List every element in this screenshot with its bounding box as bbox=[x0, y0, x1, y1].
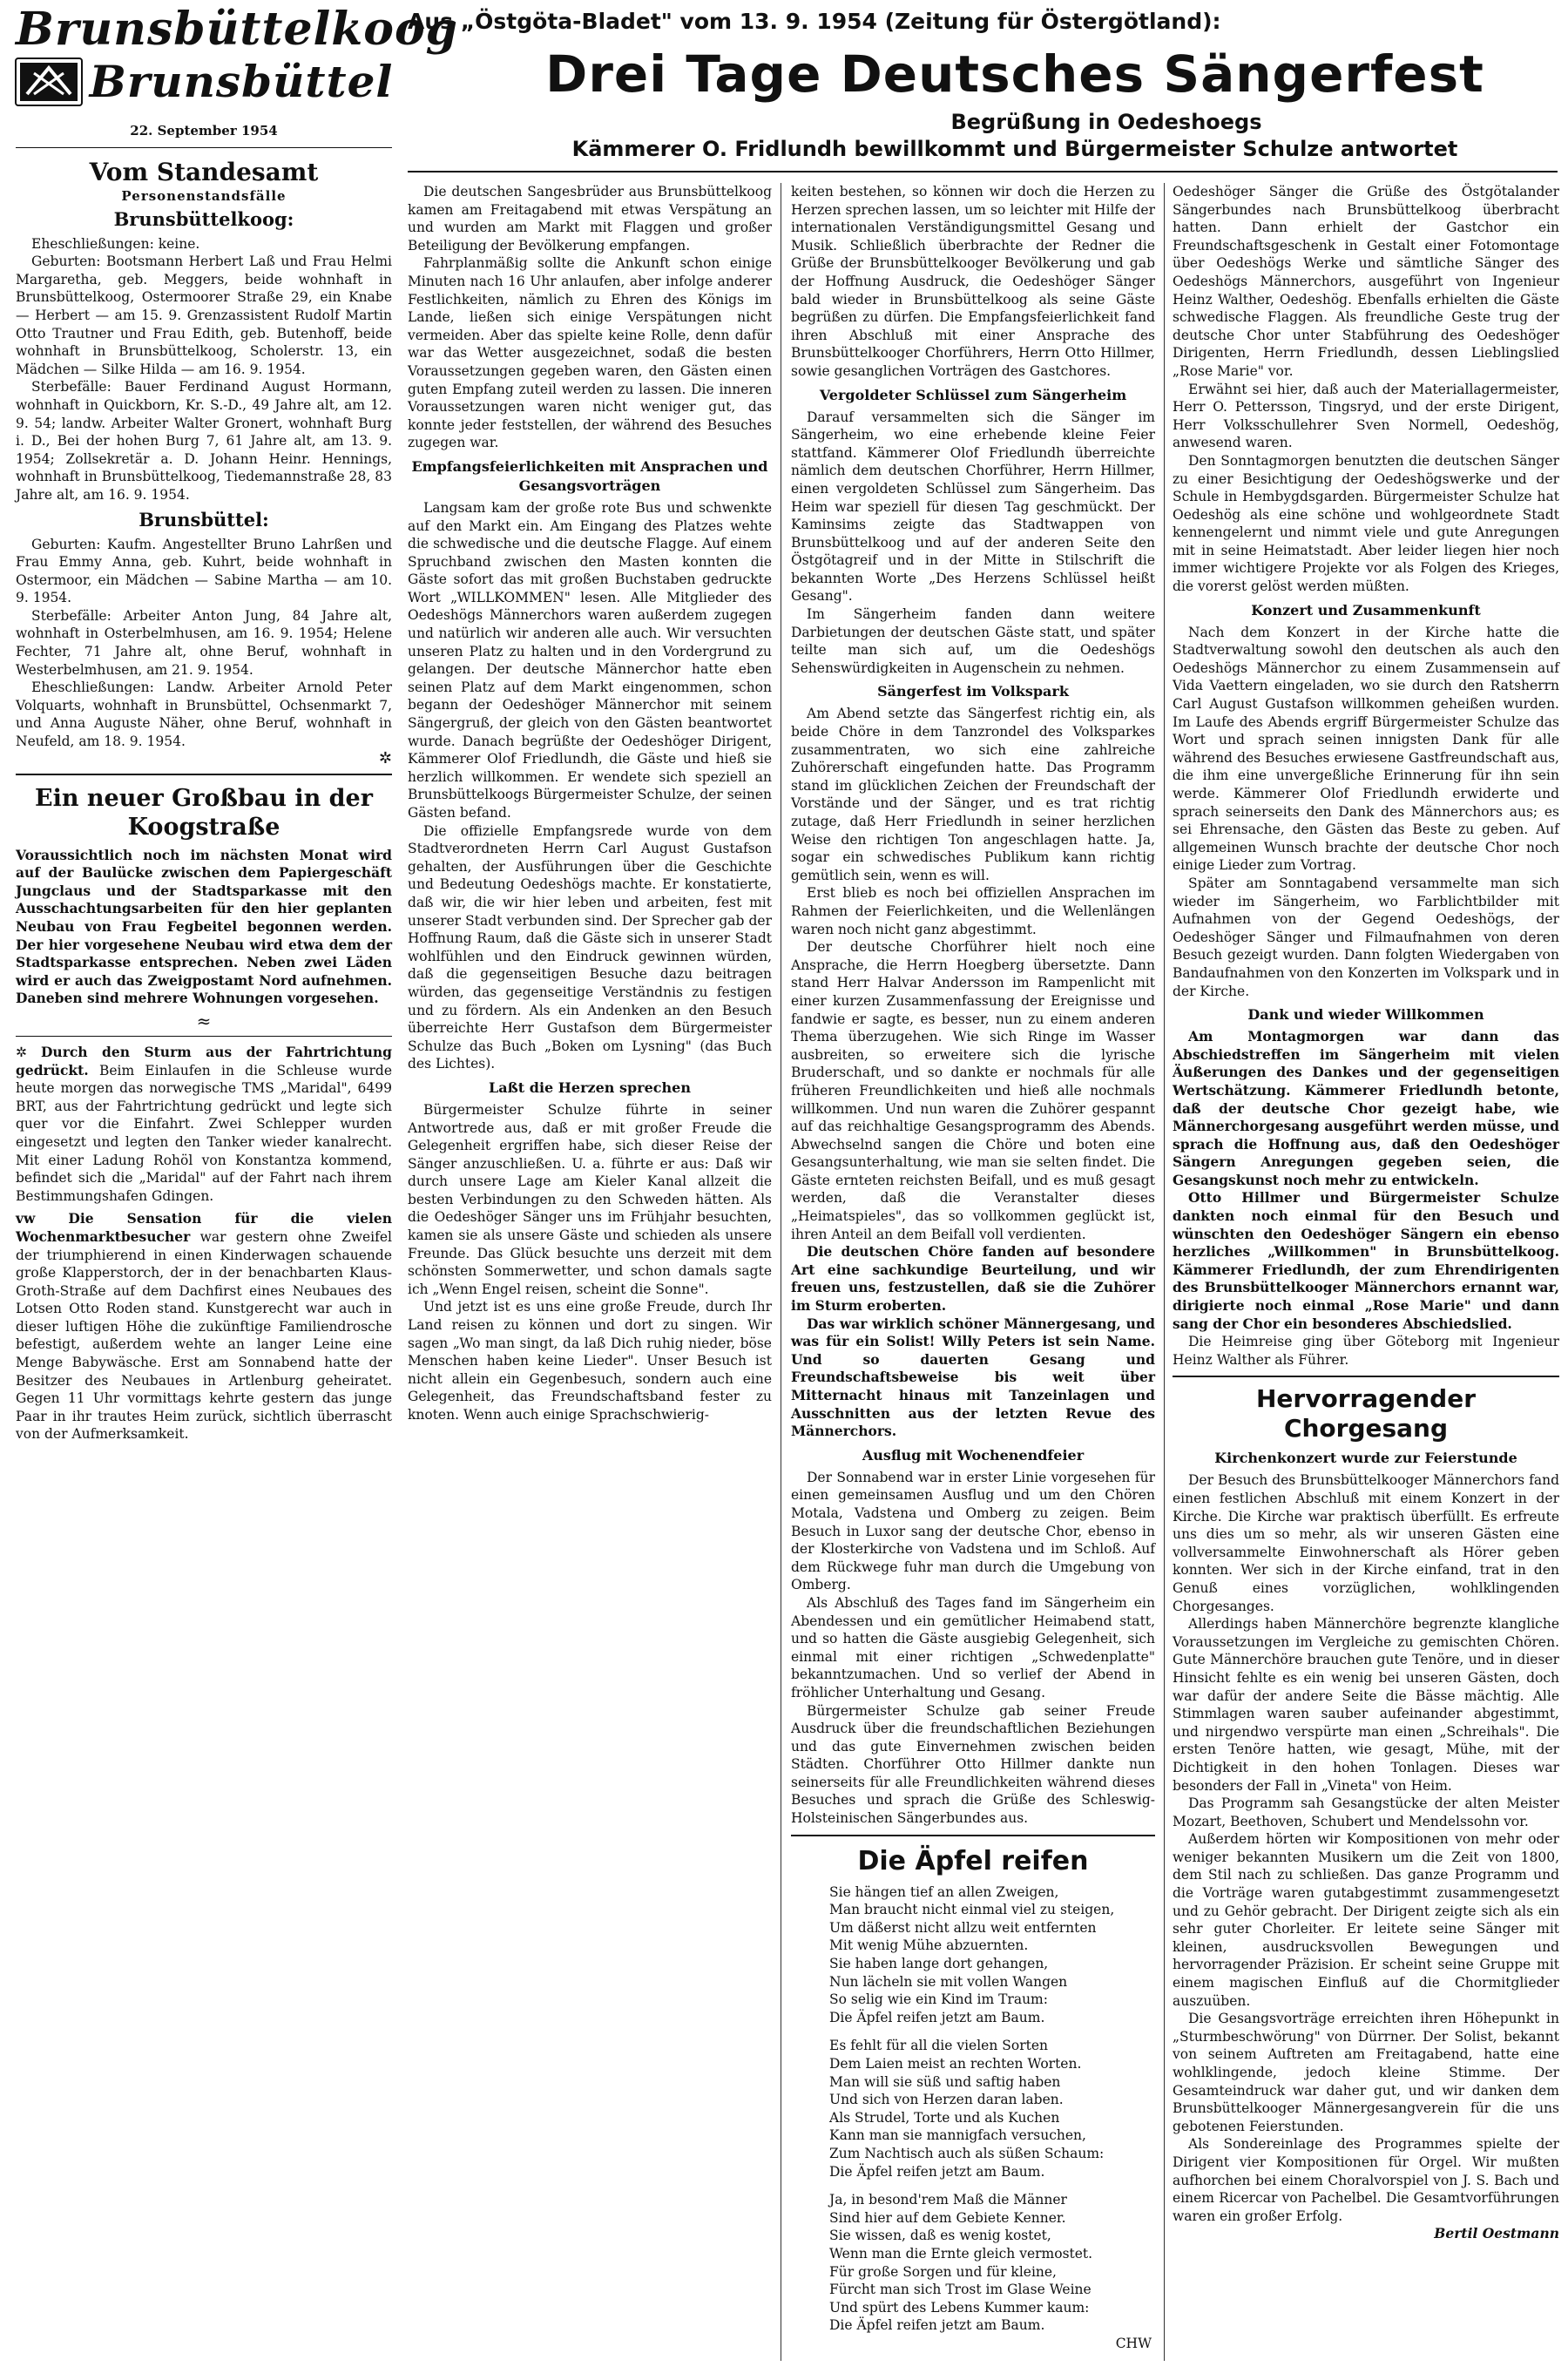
paragraph: Der Besuch des Brunsbüttelkooger Männerchors fand einen festlichen Abschluß mit einem Konzert in der Kirche. Die Kirche war praktisch überfüllt. Es erfreute uns dies um so mehr, als wir unseren Gästen eine vollversammelte Einwohnerschaft als Hörer geben konnten. Wer sich in der Kirche einfand, trat in den Genuß eines vorzüglichen, wohlklingenden Chorgesanges. bbox=[1173, 1472, 1559, 1614]
section-heading: Konzert und Zusammenkunft bbox=[1251, 601, 1481, 619]
grossbau-text: Voraussichtlich noch im nächsten Monat wird auf der Baulücke zwischen dem Papiergeschäft Jungclaus und der Stadtsparkasse mit den Ausschachtungsarbeiten für den hier geplanten Neubau von Frau Fegbeitel begonnen werden. Der hier vorgesehene Neubau wird etwa dem der Stadtsparkasse entsprechen. Neben zwei Läden wird er auch das Zweigpostamt Nord aufnehmen. Daneben sind mehrere Wohnungen vorgesehen. bbox=[16, 846, 392, 1007]
personenstand-subtitle: Personenstandsfälle bbox=[121, 187, 287, 204]
poem-line: Für große Sorgen und für kleine, bbox=[829, 2263, 1057, 2280]
poem-line: Und spürt des Lebens Kummer kaum: bbox=[829, 2299, 1090, 2316]
poem-line: Mit wenig Mühe abzuernten. bbox=[829, 1937, 1029, 1954]
poem-line: Sind hier auf dem Gebiete Kenner. bbox=[829, 2209, 1066, 2226]
section-heading: Empfangsfeierlichkeiten mit Ansprachen und Gesangsvorträgen bbox=[411, 457, 768, 494]
divider bbox=[1173, 1376, 1559, 1377]
paragraph: Später am Sonntagabend versammelte man sich wieder im Sängerheim, wo Farblichtbilder mit Aufnahmen von der Gegend Oedeshögs, der Oedeshöger Sänger und Filmaufnahmen von deren Besuch gezeigt wurden. Dann folgten Wiedergaben von Bandaufnahmen von den Konzerten im Volkspark und in der Kirche. bbox=[1173, 875, 1559, 999]
source-line: Aus „Östgöta-Bladet" vom 13. 9. 1954 (Zeitung für Östergötland): bbox=[408, 9, 1221, 34]
divider bbox=[16, 147, 392, 148]
standesamt-title: Vom Standesamt bbox=[89, 157, 319, 186]
masthead-line2-row bbox=[16, 57, 392, 106]
poem-signature: CHW bbox=[1115, 2335, 1152, 2351]
sub-headline-1: Begrüßung in Oedeshoegs bbox=[950, 110, 1262, 134]
divider bbox=[16, 1036, 392, 1037]
star-icon: ✲ bbox=[16, 1044, 41, 1060]
paragraph: Die deutschen Sangesbrüder aus Brunsbüttelkoog kamen am Freitagabend mit etwas Verspätung an und wurden am Markt mit Flaggen und großer Beteiligung der Bevölkerung empfangen. bbox=[408, 184, 772, 254]
paragraph: Der Sonnabend war in erster Linie vorgesehen für einen gemeinsamen Ausflug und um den Chören Motala, Vadstena und Omberg zu zeigen. Beim Besuch in Luxor sang der deutsche Chor, ebenso in der Klosterkirche von Vadstena und im Schloß. Auf dem Rückwege fuhr man durch die Umgebung von Omberg. bbox=[791, 1469, 1155, 1593]
poem-line: Sie haben lange dort gehangen, bbox=[829, 1956, 1049, 1972]
poem-line: Um däßerst nicht allzu weit entfernten bbox=[829, 1919, 1097, 1936]
poem-line: Man braucht nicht einmal viel zu steigen, bbox=[829, 1902, 1115, 1918]
poem-line: Kann man sie mannigfach versuchen, bbox=[829, 2127, 1086, 2144]
paragraph: Bürgermeister Schulze gab seiner Freude Ausdruck über die freundschaftlichen Beziehungen und das gute Einvernehmen zwischen beiden Städten. Chorführer Otto Hillmer dankte nun seinerseits für alle Freundlichkeiten während dieses Besuches und sprach die Grüße des Schleswig-Holsteinischen Sängerbundes aus. bbox=[791, 1702, 1155, 1827]
chor-title: Hervorragender Chorgesang bbox=[1255, 1384, 1477, 1444]
poem-line: Die Äpfel reifen jetzt am Baum. bbox=[829, 2163, 1045, 2180]
paragraph: Am Abend setzte das Sängerfest richtig ein, als beide Chöre in dem Tanzrondel des Volksparkes zusammentraten, wo sich eine zahlreiche Zuhörerschaft eingefunden hatte. Das Programm stand im glücklichen Zeichen der Freundschaft der Vorstände und der Sänger, und es trat richtig zutage, daß Herr Friedlundh in seiner herzlichen Weise den richtigen Ton angeschlagen hatte. Ja, sogar ein schwedisches Publikum kann richtig gemütlich sein, wenn es will. bbox=[791, 706, 1155, 883]
paragraph: Darauf versammelten sich die Sänger im Sängerheim, wo eine erhebende kleine Feier stattfand. Kämmerer Olof Friedlundh überreichte nämlich dem deutschen Chorführer, Herrn Hillmer, einen vergoldeten Schlüssel zum Sängerheim. Das Heim war speziell für diesen Tag geschmückt. Der Kaminsims zeigte das Stadtwappen von Brunsbüttelkoog und auf der anderen Seite den Östgötagreif und in der Mitte in Stilschrift die bekannten Worte „Des Herzens Schlüssel heißt Gesang". bbox=[791, 409, 1155, 605]
buettel-marriages: Eheschließungen: Landw. Arbeiter Arnold Peter Volquarts, wohnhaft in Brunsbüttel, Ochsenmarkt 7, und Anna Auguste Näher, ohne Beruf, wohnhaft in Neufeld, am 18. 9. 1954. bbox=[16, 680, 392, 750]
paragraph: Das Programm sah Gesangstücke der alten Meister Mozart, Beethoven, Schubert und Mendelssohn vor. bbox=[1173, 1795, 1559, 1829]
paragraph: Den Sonntagmorgen benutzten die deutschen Sänger zu einer Besichtigung der Oedeshögswerke und der Schule in Hembygdsgarden. Bürgermeister Schulze hat Oedeshög als eine schöne und wohlgeordnete Stadt kennengelernt und nimmt viele und gute Anregungen mit in seine Heimatstadt. Aber leider liegen hier noch immer wichtigere Projekte vor als Folgen des Krieges, die vorerst gelöst werden müßten. bbox=[1173, 452, 1559, 595]
town-heading-koog: Brunsbüttelkoog: bbox=[113, 207, 294, 230]
paragraph: Erst blieb es noch bei offiziellen Ansprachen im Rahmen der Feierlichkeiten, und die Wellenlängen waren noch nicht ganz abgestimmt. bbox=[791, 885, 1155, 937]
poem-line: Dem Laien meist an rechten Worten. bbox=[829, 2056, 1082, 2072]
town-heading-buettel: Brunsbüttel: bbox=[139, 508, 269, 531]
poem-title: Die Äpfel reifen bbox=[857, 1845, 1089, 1876]
koog-marriages: Eheschließungen: keine. bbox=[31, 235, 200, 252]
paragraph: Bürgermeister Schulze führte in seiner Antwortrede aus, daß er mit großer Freude die Gelegenheit ergriffen habe, sich dieser Reise der Sänger anzuschließen. U. a. führte er aus: Daß wir durch unsere Lage am Kieler Kanal allzeit die besten Verbindungen zu den Schweden hätten. Als die Oedeshöger Sänger uns im Frühjahr besuchten, kamen sie als unsere Gäste und schieden als unsere Freunde. Das Glück besuchte uns derzeit mit dem schönsten Sommerwetter, und schon damals sagte ich „Wenn Engel reisen, scheint die Sonne". bbox=[408, 1101, 772, 1297]
paragraph: Der deutsche Chorführer hielt noch eine Ansprache, die Herrn Hoegberg übersetzte. Dann stand Herr Halvar Andersson im Rampenlicht mit einer kurzen Zusammenfassung der Ereignisse und fandwie er sagte, es besser, nun zu einem anderen Thema überzugehen. Wie sich Ringe im Wasser ausbreiten, so erweitere sich die lyrische Bruderschaft, und so dankte er nochmals für alle früheren Freundlichkeiten und hieß alle nochmals willkommen. Und nun waren die Zuhörer gespannt auf das reichhaltige Gesangsprogramm des Abends. Abwechselnd sangen die Chöre und boten eine Gesangsunterhaltung, wie man sie selten findet. Die Gäste ernteten reichsten Beifall, und es muß gesagt werden, daß die Veranstalter dieses „Heimatspieles", das so vollkommen geglückt ist, ihren Anteil an dem Beifall voll verdienten. bbox=[791, 939, 1155, 1242]
section-heading: Sängerfest im Volkspark bbox=[877, 683, 1069, 700]
poem-line: Zum Nachtisch auch als süßen Schaum: bbox=[829, 2145, 1105, 2161]
town-crest-icon bbox=[15, 57, 83, 106]
paragraph: Nach dem Konzert in der Kirche hatte die Stadtverwaltung sowohl den deutschen als auch den Oedeshögs Männerchor zu einem Zusammensein auf Vida Vaettern eingeladen, wo sie durch den Ratsherrn Carl August Gustafson willkommen geheißen wurden. Im Laufe des Abends ergriff Bürgermeister Schulze das Wort und sprach seinen innigsten Dank für alle während des Besuches erwiesene Gastfreundschaft aus, die ihm eine unvergeßliche Erinnerung für ihn sein werde. Kämmerer Olof Friedlundh erwiderte und sprach seinerseits den Dank des Männerchors aus; es sei Ehrensache, den Gästen das Beste zu geben. Auf allgemeinen Wunsch brachte der deutsche Chor noch einige Lieder zum Vortrag. bbox=[1173, 624, 1559, 874]
star-icon: ✲ bbox=[378, 748, 392, 767]
bold-paragraph: Das war wirklich schöner Männergesang, und was für ein Solist! Willy Peters ist sein Name. Und so dauerten Gesang und Freundschaftsbeweise bis weit über Mitternacht hinaus mit Tanzeinlagen und Ausschnitten aus der letzten Revue des Männerchors. bbox=[791, 1315, 1155, 1440]
wave-divider-icon: ≈ bbox=[196, 1010, 212, 1031]
poem-line: Wenn man die Ernte gleich vermostet. bbox=[829, 2245, 1093, 2262]
koog-births: Geburten: Bootsmann Herbert Laß und Frau Helmi Margaretha, geb. Meggers, beide wohnhaft in Brunsbüttelkoog, Ostermoorer Straße 29, ein Knabe — Herbert — am 15. 9. Grenzassistent Rudolf Martin Otto Trautner und Frau Edith, geb. Butenhoff, beide wohnhaft in Brunsbüttelkoog, Scholerstr. 13, ein Mädchen — Silke Hilda — am 16. 9. 1954. bbox=[16, 254, 392, 377]
section-heading: Dank und wieder Willkommen bbox=[1247, 1006, 1484, 1024]
divider bbox=[16, 774, 392, 775]
poem-line: Nun lächeln sie mit vollen Wangen bbox=[829, 1973, 1068, 1990]
author-signature: Bertil Oestmann bbox=[1434, 2225, 1559, 2242]
header-rule bbox=[408, 171, 1558, 172]
bold-paragraph: Die deutschen Chöre fanden auf besondere Art eine sachkundige Beurteilung, und wir freuen uns, festzustellen, daß sie die Zuhörer im Sturm eroberten. bbox=[791, 1243, 1155, 1315]
paragraph: Langsam kam der große rote Bus und schwenkte auf den Markt ein. Am Eingang des Platzes wehte die schwedische und die deutsche Flagge. Auf einem Spruchband zwischen den Masten konnten die Gäste sofort das mit großen Buchstaben gedruckte Wort „WILLKOMMEN" lesen. Alle Mitglieder des Oedeshögs Männerchors waren außerdem zugegen und natürlich wir anderen alle auch. Wir versuchten unseren Platz zu halten und in den Vordergrund zu gelangen. Der deutsche Männerchor hatte eben seinen Platz auf dem Markt eingenommen, schon begann der Oedeshöger Männerchor mit seinem Sängergruß, der gleich von den Gästen beantwortet wurde. Danach begrüßte der Oedeshöger Dirigent, Kämmerer Olof Friedlundh, die Gäste und hieß sie herzlich willkommen. Er wendete sich speziell an Brunsbüttelkoogs Bürgermeister Schulze, der seinen Gästen befand. bbox=[408, 499, 772, 821]
paragraph: keiten bestehen, so können wir doch die Herzen zu Herzen sprechen lassen, um so leichter mit Hilfe der internationalen Verständigungsmittel Gesang und Musik. Schließlich überbrachte der Redner die Grüße der Brunsbüttelkooger Bevölkerung und gab der Hoffnung Ausdruck, die Oedeshöger Sänger bald wieder in Brunsbüttelkoog als seine Gäste begrüßen zu dürfen. Die Empfangsfeierlichkeit fand ihren Abschluß mit einer Ansprache des Brunsbüttelkooger Chorführers, Herrn Otto Hillmer, sowie gesanglichen Vorträgen des Gastchores. bbox=[791, 184, 1155, 379]
bold-paragraph: Otto Hillmer und Bürgermeister Schulze dankten noch einmal für den Besuch und wünschten den Oedeshöger Sängern ein ebenso herzliches „Willkommen" in Brunsbüttelkoog. Kämmerer Friedlundh, der zum Ehrendirigenten des Brunsbüttelkooger Männerchors ernannt war, dirigierte noch einmal „Rose Marie" und dann sang der Chor ein besonderes Abschiedslied. bbox=[1173, 1189, 1559, 1332]
sensation-text: war gestern ohne Zweifel der triumphierend in einen Kinderwagen schauende große Klapperstorch, der in der benachbarten Klaus-Groth-Straße auf dem Dachfirst eines Neubaues des Lotsen Otto Roden stand. Kunstgerecht war auch in dieser luftigen Höhe die zukünftige Familiendrosche befestigt, außerdem wehte an langer Leine eine Menge Babywäsche. Erst am Sonnabend hatte der Besitzer des Neubaues in Artlenburg geheiratet. Gegen 11 Uhr vormittags kehrte gestern das junge Paar in ihr trautes Heim zurück, sichtlich überrascht von der Aufmerksamkeit. bbox=[16, 1228, 392, 1443]
poem-line: Die Äpfel reifen jetzt am Baum. bbox=[829, 2317, 1045, 2334]
sub-headline-2: Kämmerer O. Fridlundh bewillkommt und Bürgermeister Schulze antwortet bbox=[571, 137, 1458, 161]
poem-line: Sie wissen, daß es wenig kostet, bbox=[829, 2228, 1051, 2244]
paragraph: Erwähnt sei hier, daß auch der Materiallagermeister, Herr O. Pettersson, Tingsryd, und der erste Dirigent, Herr Volksschullehrer Sven Normell, Oedeshög, anwesend waren. bbox=[1173, 381, 1559, 451]
poem-line: Fürcht man sich Trost im Glase Weine bbox=[829, 2282, 1092, 2298]
poem bbox=[791, 1883, 1155, 2353]
paragraph: Die offizielle Empfangsrede wurde von dem Stadtverordneten Herrn Carl August Gustafson gehalten, der Ausführungen über die Geschichte und Bedeutung Oedeshögs machte. Er konstatierte, daß wir, die wir hier leben und arbeiten, fest mit unserer Stadt verbunden sind. Der Sprecher gab der Hoffnung Raum, daß die Gäste sich in unserer Stadt wohlfühlen und den Eindruck gewinnen würden, daß die gegenseitigen Besuche dazu beitragen würden, das gegenseitige Verständnis zu festigen und zu fördern. Als ein Andenken an den Besuch überreichte Herr Gustafson dem Bürgermeister Schulze das Buch „Boken om Lysning" (das Buch des Lichtes). bbox=[408, 822, 772, 1072]
poem-line: Es fehlt für all die vielen Sorten bbox=[829, 2038, 1048, 2054]
masthead-line1: Brunsbüttelkoog bbox=[16, 3, 459, 56]
poem-line: Ja, in besond'rem Maß die Männer bbox=[829, 2192, 1067, 2208]
buettel-deaths: Sterbefälle: Arbeiter Anton Jung, 84 Jahre alt, wohnhaft in Osterbelmhusen, am 16. 9. 1954; Helene Fechter, 71 Jahre alt, ohne Beruf, wohnhaft in Westerbelmhusen, am 21. 9. 1954. bbox=[16, 607, 392, 678]
paragraph: Als Sondereinlage des Programmes spielte der Dirigent vier Kompositionen für Orgel. Wir mußten aufhorchen bei einem Choralvorspiel von J. S. Bach und einem Ricercar von Pachelbel. Die Gesamtvorführungen waren ein großer Erfolg. bbox=[1173, 2136, 1559, 2224]
paragraph: Fahrplanmäßig sollte die Ankunft schon einige Minuten nach 16 Uhr anlaufen, aber infolge anderer Festlichkeiten, nämlich zu Ehren des Königs im Lande, ließen sich einige Verspätungen nicht vermeiden. Aber das spielte keine Rolle, denn dafür war das Wetter ausgezeichnet, sodaß die besten Voraussetzungen gegeben waren, den Gästen einen guten Empfang zuteil werden zu lassen. Die inneren Voraussetzungen waren nicht weniger gut, das konnte jeder feststellen, der während des Besuches zugegen war. bbox=[408, 255, 772, 451]
poem-line: Sie hängen tief an allen Zweigen, bbox=[829, 1883, 1059, 1900]
section-heading: Laßt die Herzen sprechen bbox=[489, 1078, 691, 1096]
paragraph: Oedeshöger Sänger die Grüße des Östgötalander Sängerbundes nach Brunsbüttelkoog überbracht hatten. Dann erhielt der Gastchor ein Freundschaftsgeschenk in Gestalt einer Fotomontage über Oedeshögs Werke und sämtliche Sänger des Oedeshögs Männerchors, ausgeführt von Ingenieur Heinz Walther, Oedeshög. Ebenfalls erhielten die Gäste schwedische Flaggen. Als freundliche Geste trug der deutsche Chor unter Stabführung des Oedeshöger Dirigenten, Herrn Friedlundh, dessen Lieblingslied „Rose Marie" vor. bbox=[1173, 184, 1559, 379]
poem-line: Man will sie süß und saftig haben bbox=[829, 2073, 1061, 2090]
paragraph: Die Heimreise ging über Göteborg mit Ingenieur Heinz Walther als Führer. bbox=[1173, 1334, 1559, 1368]
divider bbox=[791, 1835, 1155, 1836]
paragraph: Außerdem hörten wir Kompositionen von mehr oder weniger bekannten Musikern um die Zeit von 1800, dem Stil nach zu schließen. Das ganze Programm und die Vorträge waren gutabgestimmt zusammengesetzt und zu Gehör gebracht. Der Dirigent zeigte sich als ein sehr guter Chorleiter. Er leitete seine Sänger mit kleinen, ausdrucksvollen Bewegungen und hervorragender Präzision. Er scheint seine Gruppe mit einem magischen Einfluß auf die Chormitglieder auszuüben. bbox=[1173, 1831, 1559, 2009]
article-column-2 bbox=[408, 183, 772, 1424]
paragraph: Die Gesangsvorträge erreichten ihren Höhepunkt in „Sturmbeschwörung" von Dürrner. Der Solist, bekannt von seinem Auftreten am Freitagabend, hatte eine wohlklingende, jedoch kleine Stimme. Der Gesamteindruck war daher gut, und wir danken dem Brunsbüttelkooger Männergesangverein für die uns gebotenen Feierstunden. bbox=[1173, 2011, 1559, 2134]
section-heading: Ausflug mit Wochenendfeier bbox=[862, 1446, 1085, 1464]
poem-line: Und sich von Herzen daran laben. bbox=[829, 2092, 1064, 2108]
poem-line: So selig wie ein Kind im Traum: bbox=[829, 1991, 1048, 2008]
paragraph: Allerdings haben Männerchöre begrenzte klangliche Voraussetzungen im Vergleiche zu gemischten Chören. Gute Männerchöre brauchen gute Tenöre, und in dieser Hinsicht fehlte es ein wenig bei unseren Gästen, doch war dafür der andere Seite die Bässe mächtig. Alle Stimmlagen waren sauber aufeinander abgestimmt, und nirgendwo verspürte man einen „Schreihals". Die ersten Tenöre hatten, wie gesagt, Mühe, mit der Dichtigkeit in den hohen Tonlagen. Dieses war besonders der Fall in „Vineta" von Heim. bbox=[1173, 1616, 1559, 1794]
grossbau-title: Ein neuer Großbau in der Koogstraße bbox=[35, 784, 373, 841]
bold-paragraph: Am Montagmorgen war dann das Abschiedstreffen im Sängerheim mit vielen Äußerungen des Dankes und der gegenseitigen Wertschätzung. Kämmerer Friedlundh betonte, daß der deutsche Chor gezeigt habe, wie Männerchorgesang ausgeführt werden müsse, und sprach die Hoffnung aus, daß den Oedeshöger Sängern Anregungen gegeben seien, die Gesangskunst noch mehr zu entwickeln. bbox=[1173, 1028, 1559, 1188]
article-column-3 bbox=[791, 183, 1155, 2353]
section-heading: Vergoldeter Schlüssel zum Sängerheim bbox=[819, 386, 1127, 403]
chor-subtitle: Kirchenkonzert wurde zur Feierstunde bbox=[1214, 1450, 1517, 1467]
left-column: Brunsbüttelkoog Brunsbüttel 22. September 1954 Vom Standesamt Personenstandsfälle Brunsbüttelkoog: Eheschließungen: keine. Geburten: Bootsmann Herbert Laß und Frau Helmi Margaretha, geb. Meggers, beide wohnhaft in Brunsbüttelkoog, Ostermoorer Straße 29, ein Knabe — Herbert — am 15. 9. Grenzassistent Rudolf Martin Otto Trautner und Frau Edith, geb. Butenhoff, beide wohnhaft in Brunsbüttelkoog, Scholerstr. 13, ein Mädchen — Silke Hilda — am 16. 9. 1954. Sterbefälle: Bauer Ferdinand August Hormann, wohnhaft in Quickborn, Kr. S.-D., 49 Jahre alt, am 12. 9. 54; landw. Arbeiter Walter Gronert, wohnhaft Burg i. D., Bei der hohen Burg 7, 61 Jahre alt, am 13. 9. 1954; Zollsekretär a. D. Johann Heinr. Hennings, wohnhaft in Brunsbüttelkoog, Tiedemannstraße 28, 83 Jahre alt, am 16. 9. 1954. Brunsbüttel: Geburten: Kaufm. Angestellter Bruno Lahrßen und Frau Emmy Anna, geb. Kuhrt, beide wohnhaft in Ostermoor, ein Mädchen — Sabine Martha — am 10. 9. 1954. Sterbefälle: Arbeiter Anton Jung, 84 Jahre alt, wohnhaft in Osterbelmhusen, am 16. 9. 1954; Helene Fechter, 71 Jahre alt, ohne Beruf, wohnhaft in Westerbelmhusen, am 21. 9. 1954. Eheschließungen: Landw. Arbeiter Arnold Peter Volquarts, wohnhaft in Brunsbüttel, Ochsenmarkt 7, und Anna Auguste Näher, ohne Beruf, wohnhaft in Neufeld, am 18. 9. 1954. ✲ Ein neuer Großbau in der Koogstraße Voraussichtlich noch im nächsten Monat wird auf der Baulücke zwischen dem Papiergeschäft Jungclaus und der Stadtsparkasse mit den Ausschachtungsarbeiten für den hier geplanten Neubau von Frau Fegbeitel begonnen werden. Der hier vorgesehene Neubau wird etwa dem der Stadtsparkasse entsprechen. Neben zwei Läden wird er auch das Zweigpostamt Nord aufnehmen. Daneben sind mehrere Wohnungen vorgesehen. ≈ ✲ Durch den Sturm aus der Fahrtrichtung gedrückt. Beim Einlaufen in die Schleuse wurde heute morgen das norwegische TMS „Maridal", 6499 BRT, aus der Fahrtrichtung gedrückt und legte sich quer vor die Einfahrt. Zwei Schlepper wurden eingesetzt und legten den Tanker wieder kanalrecht. Mit einer Ladung Rohöl von Konstantza kommend, befindet sich die „Maridal" auf der Fahrt nach ihrem Bestimmungshafen Gdingen. vw Die Sensation für die vielen Wochenmarktbesucher war gestern ohne Zweifel der triumphierend in einen Kinderwagen schauende große Klapperstorch, der in der benachbarten Klaus-Groth-Straße auf dem Dachfirst eines Neubaues des Lotsen Otto Roden stand. Kunstgerecht war auch in dieser luftigen Höhe die zukünftige Familiendrosche befestigt, außerdem wehte an langer Leine eine Menge Babywäsche. Erst am Sonnabend hatte der Besitzer des Neubaues in Artlenburg geheiratet. Gegen 11 Uhr vormittags kehrte gestern das junge Paar in ihr trautes Heim zurück, sichtlich überrascht von der Aufmerksamkeit. bbox=[16, 3, 459, 1443]
poem-line: Die Äpfel reifen jetzt am Baum. bbox=[829, 2009, 1045, 2025]
masthead-line2: Brunsbüttel bbox=[89, 56, 394, 107]
sturm-text: Beim Einlaufen in die Schleuse wurde heute morgen das norwegische TMS „Maridal", 6499 BRT, aus der Fahrtrichtung gedrückt und legte sich quer vor die Einfahrt. Zwei Schlepper wurden eingesetzt und legten den Tanker wieder kanalrecht. Mit einer Ladung Rohöl von Konstantza kommend, befindet sich die „Maridal" auf der Fahrt nach ihrem Bestimmungshafen Gdingen. bbox=[16, 1062, 392, 1204]
paragraph: Und jetzt ist es uns eine große Freude, durch Ihr Land reisen zu können und dort zu singen. Wir sagen „Wo man singt, da laß Dich ruhig nieder, böse Menschen haben keine Lieder". Unser Besuch ist nicht allein ein Gegenbesuch, sondern auch eine Gelegenheit, das Freundschaftsband fester zu knoten. Wenn auch einige Sprachschwierig- bbox=[408, 1299, 772, 1423]
sensation-lead: Die Sensation für die vielen Wochenmarktbesucher bbox=[16, 1210, 392, 1245]
main-headline: Drei Tage Deutsches Sängerfest bbox=[545, 44, 1484, 104]
column-rule bbox=[1164, 183, 1165, 2361]
poem-line: Als Strudel, Torte und als Kuchen bbox=[829, 2109, 1060, 2126]
paragraph: Im Sängerheim fanden dann weitere Darbietungen der deutschen Gäste statt, und später teilte man sich auf, um die Oedeshögs Sehenswürdigkeiten in Augenschein zu nehmen. bbox=[791, 606, 1155, 676]
dateline: 22. September 1954 bbox=[130, 123, 278, 139]
buettel-births: Geburten: Kaufm. Angestellter Bruno Lahrßen und Frau Emmy Anna, geb. Kuhrt, beide wohnhaft in Ostermoor, ein Mädchen — Sabine Martha — am 10. 9. 1954. bbox=[16, 536, 392, 606]
sturm-lead: Durch den Sturm aus der Fahrtrichtung gedrückt. bbox=[16, 1043, 392, 1078]
paragraph: Als Abschluß des Tages fand im Sängerheim ein Abendessen und ein gemütlicher Heimabend statt, und so hatten die Gäste ausgiebig Gelegenheit, sich einmal mit einer richtigen „Schwedenplatte" bekanntzumachen. Und so verlief der Abend in fröhlicher Unterhaltung und Gesang. bbox=[791, 1594, 1155, 1700]
koog-deaths: Sterbefälle: Bauer Ferdinand August Hormann, wohnhaft in Quickborn, Kr. S.-D., 49 Jahre alt, am 12. 9. 54; landw. Arbeiter Walter Gronert, wohnhaft Burg i. D., Bei der hohen Burg 7, 61 Jahre alt, am 13. 9. 1954; Zollsekretär a. D. Johann Heinr. Hennings, wohnhaft in Brunsbüttelkoog, Tiedemannstraße 28, 83 Jahre alt, am 16. 9. 1954. bbox=[16, 379, 392, 503]
article-column-4 bbox=[1173, 183, 1559, 2243]
